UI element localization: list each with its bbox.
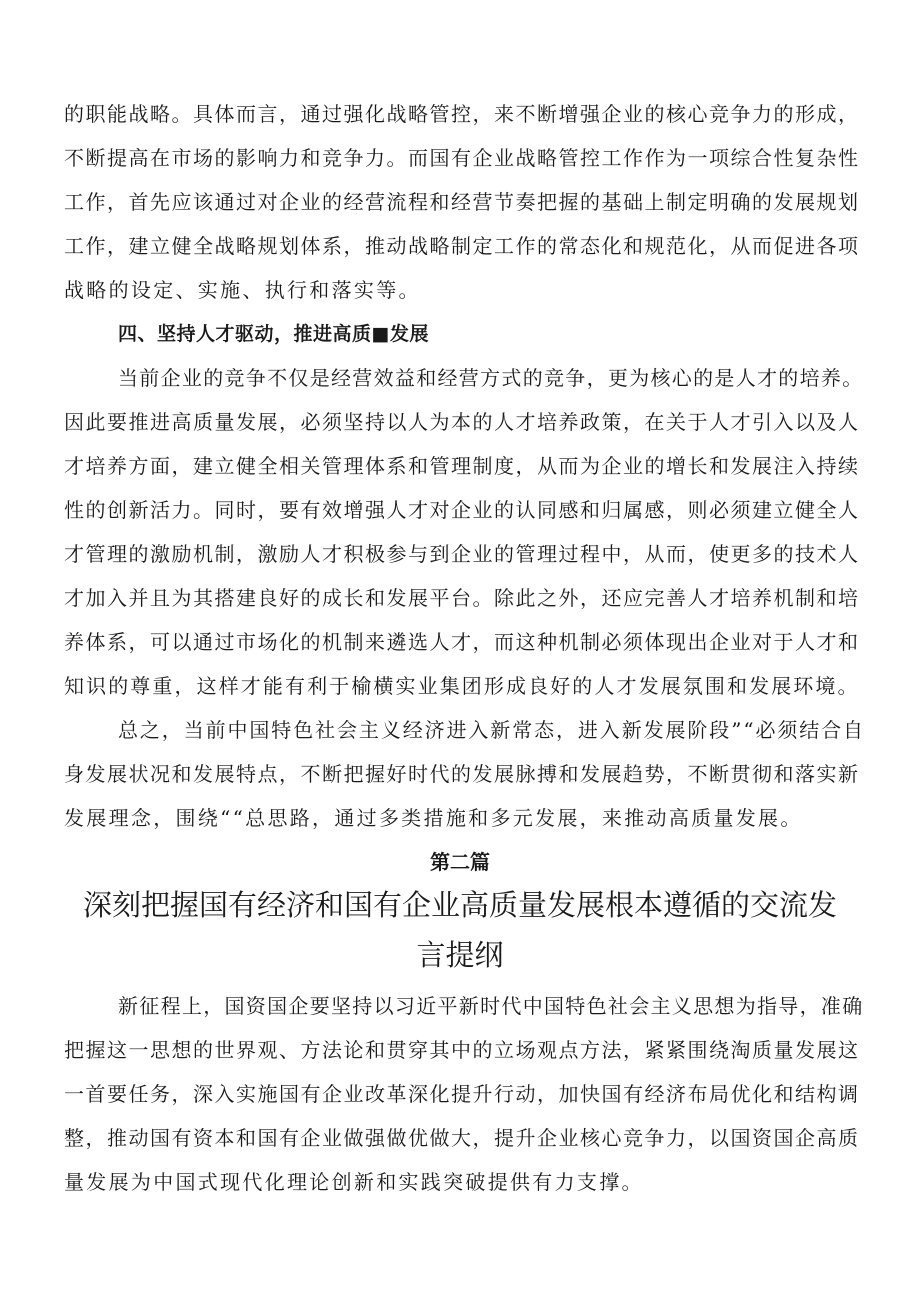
- document-title-line-2: 言提纲: [416, 938, 504, 972]
- body-text-line: 不断提高在市场的影响力和竞争力。而国有企业战略管控工作作为一项综合性复杂性: [64, 146, 860, 170]
- body-text-line: 因此要推进高质量发展，必须坚持以人为本的人才培养政策，在关于人才引入以及人: [64, 410, 860, 434]
- document-title-line-1: 深刻把握国有经济和国有企业高质量发展根本遵循的交流发: [82, 888, 837, 922]
- body-text-line: 工作，首先应该通过对企业的经营流程和经营节奏把握的基础上制定明确的发展规划: [64, 190, 860, 214]
- body-text-line: 战略的设定、实施、执行和落实等。: [64, 278, 421, 302]
- body-text-line: 才加入并且为其搭建良好的成长和发展平台。除此之外，还应完善人才培养机制和培: [64, 586, 860, 610]
- body-text-line: 整，推动国有资本和国有企业做强做优做大，提升企业核心竞争力，以国资国企高质: [64, 1126, 860, 1150]
- body-text-line: 总之，当前中国特色社会主义经济进入新常态，进入新发展阶段”“必须结合自: [118, 718, 865, 742]
- body-text-line: 身发展状况和发展特点，不断把握好时代的发展脉搏和发展趋势，不断贯彻和落实新: [64, 762, 860, 786]
- body-text-line: 养体系，可以通过市场化的机制来遴选人才，而这种机制必须体现出企业对于人才和: [64, 630, 860, 654]
- body-text-line: 知识的尊重，这样才能有利于榆横实业集团形成良好的人才发展氛围和发展环境。: [64, 674, 860, 698]
- body-text-line: 一首要任务，深入实施国有企业改革深化提升行动，加快国有经济布局优化和结构调: [64, 1082, 860, 1106]
- body-text-line: 把握这一思想的世界观、方法论和贯穿其中的立场观点方法，紧紧围绕淘质量发展这: [64, 1038, 860, 1062]
- body-text-line: 才培养方面，建立健全相关管理体系和管理制度，从而为企业的增长和发展注入持续: [64, 454, 860, 478]
- body-text-line: 的职能战略。具体而言，通过强化战略管控，来不断增强企业的核心竞争力的形成，: [64, 102, 860, 126]
- body-text-line: 新征程上，国资国企要坚持以习近平新时代中国特色社会主义思想为指导，准确: [118, 994, 864, 1018]
- body-text-line: 工作，建立健全战略规划体系，推动战略制定工作的常态化和规范化，从而促进各项: [64, 234, 860, 258]
- body-text-line: 当前企业的竞争不仅是经营效益和经营方式的竞争，更为核心的是人才的培养。: [118, 366, 864, 390]
- part-label: 第二篇: [430, 850, 490, 874]
- body-text-line: 才管理的激励机制，激励人才积极参与到企业的管理过程中，从而，使更多的技术人: [64, 542, 860, 566]
- body-text-line: 发展理念，围绕““总思路，通过多类措施和多元发展，来推动高质量发展。: [64, 806, 803, 830]
- body-text-line: 性的创新活力。同时，要有效增强人才对企业的认同感和归属感，则必须建立健全人: [64, 498, 860, 522]
- body-text-line: 量发展为中国式现代化理论创新和实践突破提供有力支撑。: [64, 1170, 644, 1194]
- section-heading: 四、坚持人才驱动，推进高质■发展: [118, 323, 429, 345]
